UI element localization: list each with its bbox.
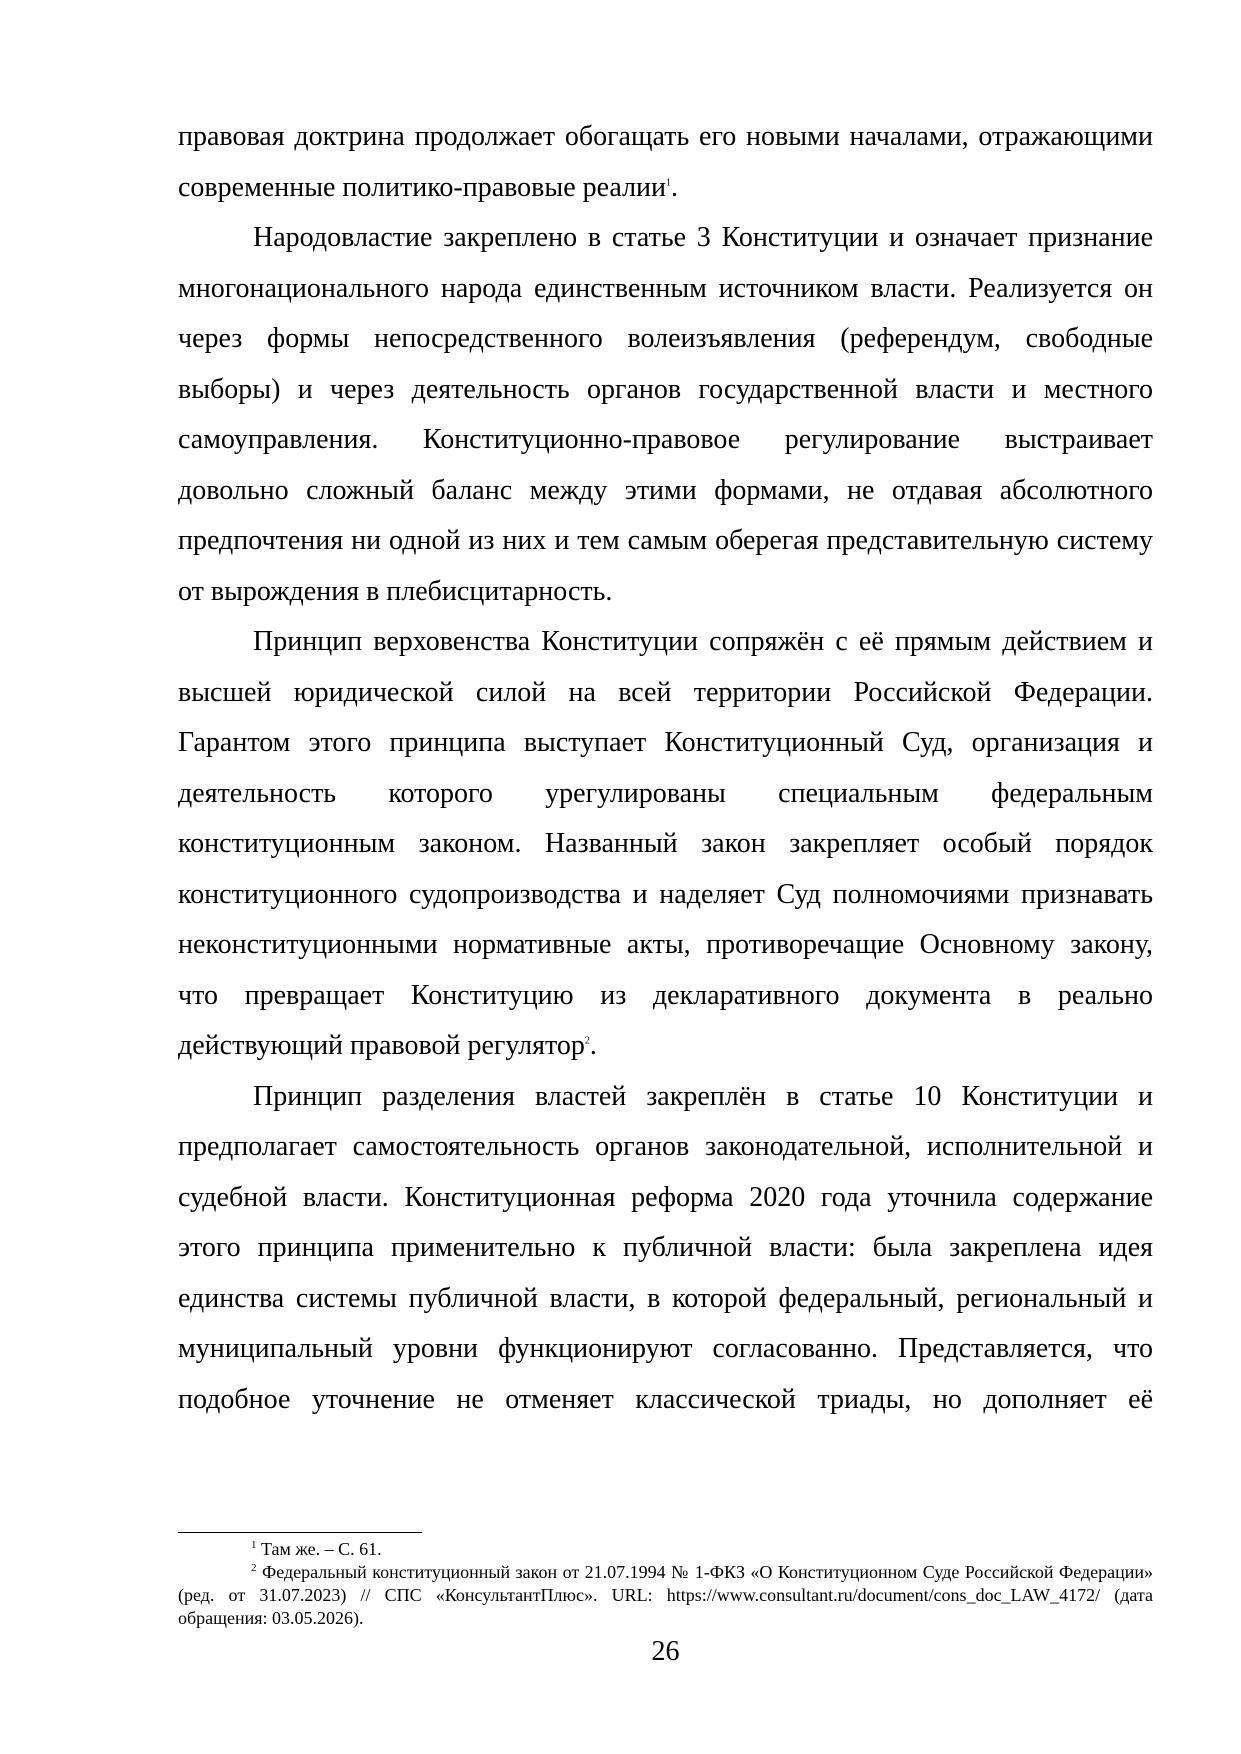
paragraph xyxy=(178,213,1153,617)
footnote xyxy=(178,1538,1153,1561)
paragraph-text: Принцип разделения властей закреплён в статье 10 Конституции и предполагает самостоятельность органов законодательной, исполнительной и судебной власти. Конституционная реформа 2020 года уточнила содержание этого принципа применительно к публичной власти: была закреплена идея единства системы публичной власти, в которой федеральный, региональный и муниципальный уровни функционируют согласованно. Представляется, что подобное уточнение не отменяет классической триады, но дополняет её xyxy=(178,1080,1153,1415)
paragraph xyxy=(178,617,1153,1072)
page-number: 26 xyxy=(651,1636,680,1667)
footnote-reference[interactable]: 1 xyxy=(666,177,672,189)
paragraph xyxy=(178,112,1153,213)
footnote-separator xyxy=(178,1532,422,1533)
footnotes xyxy=(178,1538,1153,1630)
paragraph-punctuation: . xyxy=(589,1030,597,1061)
paragraph-text: Народовластие закреплено в статье 3 Конституции и означает признание многонационального народа единственным источником власти. Реализуется он через формы непосредственного волеизъявления (референдум, свободные выборы) и через деятельность органов государственной власти и местного самоуправления. Конституционно-правовое регулирование выстраивает довольно сложный баланс между этими формами, не отдавая абсолютного предпочтения ни одной из них и тем самым оберегая представительную систему от вырождения в плебисцитарность. xyxy=(178,222,1153,607)
body-text xyxy=(178,112,1153,1425)
paragraph-text: Принцип верховенства Конституции сопряжён с её прямым действием и высшей юридической силой на всей территории Российской Федерации. Гарантом этого принципа выступает Конституционный Суд, организация и деятельность которого урегулированы специальным федеральным конституционным законом. Названный закон закрепляет особый порядок конституционного судопроизводства и наделяет Суд полномочиями признавать неконституционными нормативные акты, противоречащие Основному закону, что превращает Конституцию из декларативного документа в реально действующий правовой регулятор xyxy=(178,626,1153,1061)
footnote-number: 1 xyxy=(251,1539,257,1551)
footnote-text: Федеральный конституционный закон от 21.07.1994 № 1-ФКЗ «О Конституционном Суде Российской Федерации» (ред. от 31.07.2023) // СПС «КонсультантПлюс». URL: https://www.consultant.ru/document/cons_doc_LAW_4172/ (дата обращения: 03.05.2026). xyxy=(178,1562,1153,1628)
footnote-reference[interactable]: 2 xyxy=(584,1035,590,1047)
paragraph-text: правовая доктрина продолжает обогащать его новыми началами, отражающими современные политико-правовые реалии xyxy=(178,121,1153,203)
paragraph xyxy=(178,1072,1153,1426)
paragraph-punctuation: . xyxy=(671,171,679,203)
footnote xyxy=(178,1561,1153,1630)
footnote-text: Там же. – С. 61. xyxy=(261,1539,382,1559)
footnote-number: 2 xyxy=(251,1562,257,1574)
